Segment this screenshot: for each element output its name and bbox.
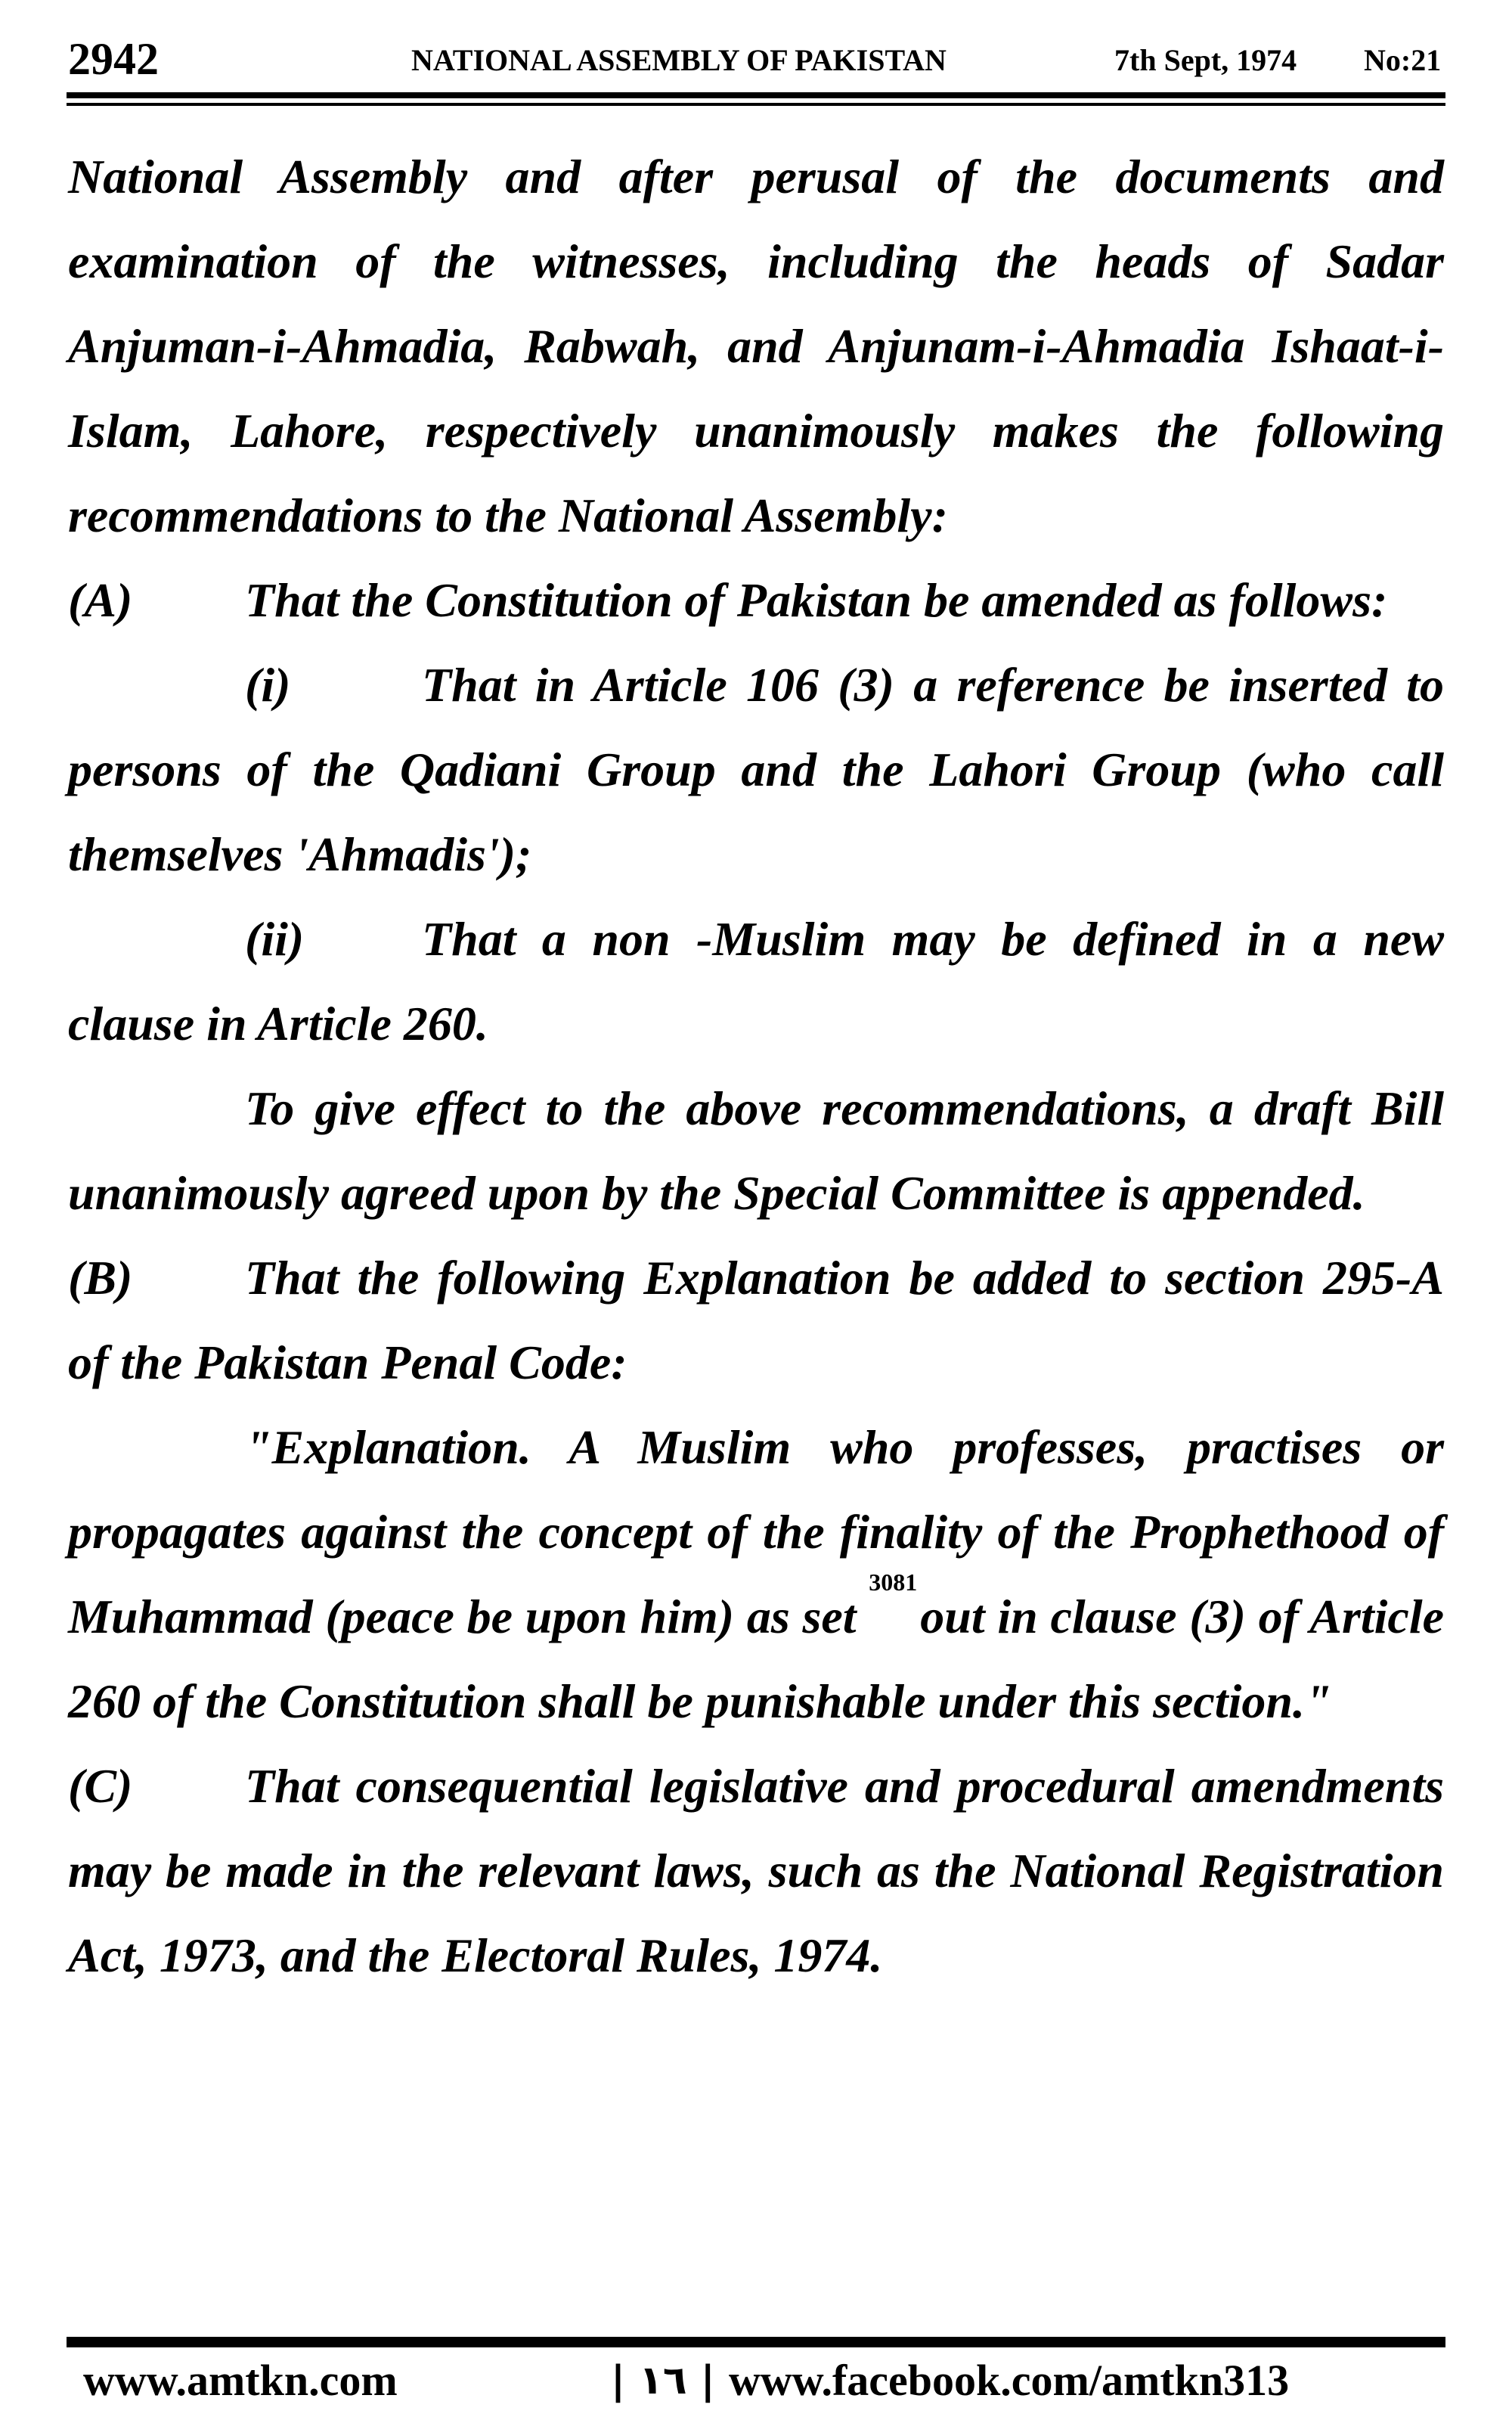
document-body bbox=[68, 135, 1444, 1998]
clause-a-label: (A) bbox=[68, 573, 133, 627]
clause-b-label: (B) bbox=[68, 1251, 133, 1305]
subclause-i bbox=[68, 643, 1444, 897]
header-rule-top bbox=[67, 92, 1445, 98]
footer-website-link[interactable]: www.amtkn.com bbox=[83, 2356, 398, 2405]
subclause-i-text: That in Article 106 (3) a reference be inserted to persons of the Qadiani Group and the Lahori Group (who call themselves 'Ahmadis'); bbox=[68, 658, 1444, 881]
explanation-paragraph bbox=[68, 1405, 1444, 1744]
page-footer bbox=[67, 2349, 1445, 2412]
page-header bbox=[67, 30, 1445, 88]
subclause-ii-label: (ii) bbox=[245, 912, 305, 966]
page-number: 2942 bbox=[68, 34, 159, 84]
subclause-ii bbox=[68, 897, 1444, 1066]
paragraph-draft-bill: To give effect to the above recommendations, a draft Bill unanimously agreed upon by the Special Committee is appended. bbox=[68, 1081, 1444, 1220]
header-date: 7th Sept, 1974 bbox=[1114, 43, 1297, 77]
explanation-text-start: "Explanation. A Muslim who professes, practises or propagates against the concept of the finality of the Prophethood of Muhammad (peace be upon him) as set bbox=[68, 1420, 1444, 1643]
clause-b-text: That the following Explanation be added to section 295-A of the Pakistan Penal Code: bbox=[68, 1251, 1444, 1389]
subclause-i-label: (i) bbox=[245, 658, 291, 712]
footnote-marker: 3081 bbox=[869, 1568, 918, 1596]
footer-facebook-link[interactable]: www.facebook.com/amtkn313 bbox=[729, 2356, 1290, 2405]
header-issue-number: No:21 bbox=[1364, 43, 1442, 77]
paragraph-intro: National Assembly and after perusal of the documents and examination of the witnesses, including the heads of Sadar Anjuman-i-Ahmadia, Rabwah, and Anjunam-i-Ahmadia Ishaat-i-Islam, Lahore, respectively unanimously makes the following recommendations to the National Assembly: bbox=[68, 150, 1444, 542]
clause-a bbox=[68, 558, 1444, 643]
explanation-text-end: out in clause (3) of Article 260 of the Constitution shall be punishable under this section." bbox=[68, 1590, 1445, 1728]
clause-c-text: That consequential legislative and procedural amendments may be made in the relevant laws, such as the National Registration Act, 1973, and the Electoral Rules, 1974. bbox=[68, 1759, 1444, 1982]
footer-page-marker: | ١٦ | bbox=[611, 2358, 715, 2403]
header-rule-bottom bbox=[67, 103, 1445, 106]
footer-rule bbox=[67, 2337, 1445, 2347]
clause-c bbox=[68, 1744, 1444, 1998]
clause-c-label: (C) bbox=[68, 1759, 133, 1813]
clause-a-text: That the Constitution of Pakistan be amended as follows: bbox=[245, 573, 1388, 627]
header-title: NATIONAL ASSEMBLY OF PAKISTAN bbox=[411, 43, 947, 77]
clause-b bbox=[68, 1236, 1444, 1405]
subclause-ii-text: That a non -Muslim may be defined in a new clause in Article 260. bbox=[68, 912, 1444, 1050]
